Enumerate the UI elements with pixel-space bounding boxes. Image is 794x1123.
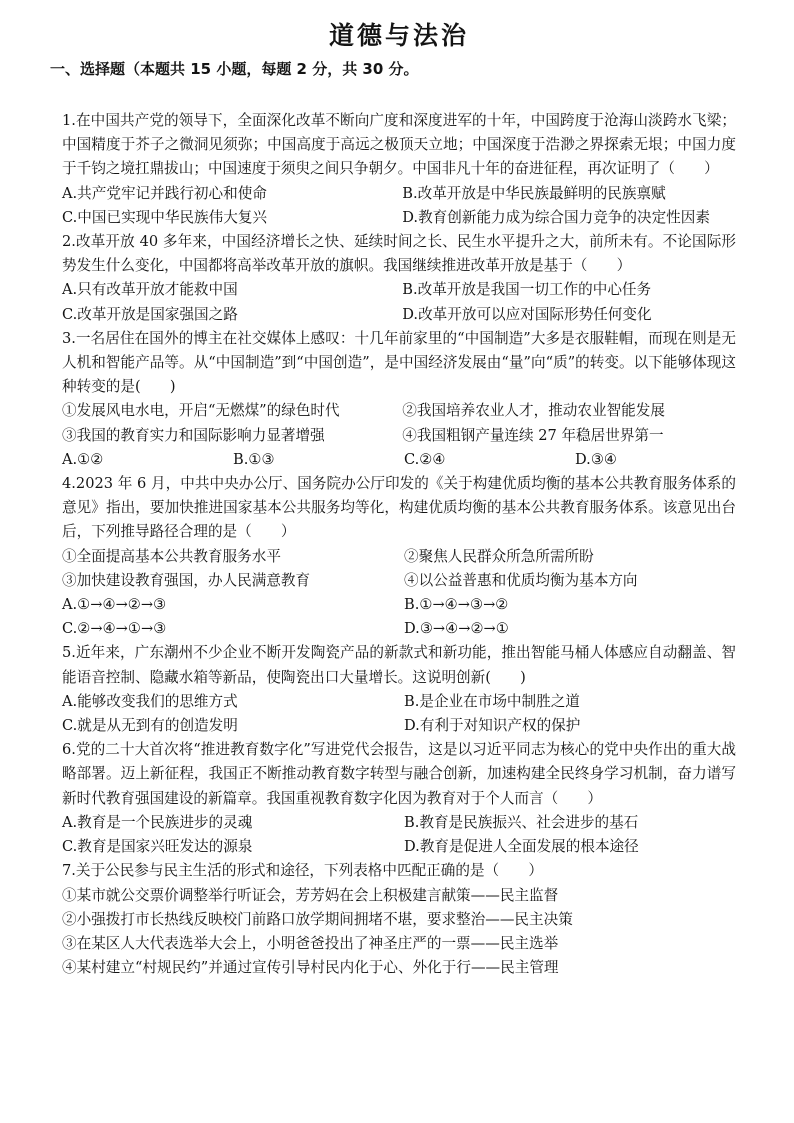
statement-item: ①全面提高基本公共教育服务水平 — [62, 547, 281, 565]
option-d[interactable]: D.教育创新能力成为综合国力竞争的决定性因素 — [402, 208, 710, 226]
option-a[interactable]: A.共产党牢记并践行初心和使命 — [62, 184, 267, 202]
question-6 — [62, 738, 736, 859]
statement-item: ④以公益普惠和优质均衡为基本方向 — [404, 571, 638, 589]
option-a[interactable]: A.教育是一个民族进步的灵魂 — [62, 813, 253, 831]
option-b[interactable]: B.教育是民族振兴、社会进步的基石 — [404, 813, 639, 831]
option-d[interactable]: D.教育是促进人全面发展的根本途径 — [404, 838, 639, 856]
option-d[interactable]: D.③→④→②→① — [404, 620, 509, 638]
statement-item: ③加快建设教育强国，办人民满意教育 — [62, 571, 311, 589]
option-d[interactable]: D.改革开放可以应对国际形势任何变化 — [402, 305, 652, 323]
page-title: 道德与法治 — [328, 21, 469, 50]
statement-item: ②聚焦人民群众所急所需所盼 — [404, 547, 594, 565]
option-d[interactable]: D.③④ — [575, 450, 617, 468]
question-5 — [62, 641, 736, 738]
option-a[interactable]: A.能够改变我们的思维方式 — [62, 692, 238, 710]
option-b[interactable]: B.①→④→③→② — [404, 596, 509, 614]
statement-item: ②我国培养农业人才，推动农业智能发展 — [402, 402, 665, 420]
question-2 — [62, 230, 736, 327]
options — [62, 811, 736, 859]
question-stem: 7.关于公民参与民主生活的形式和途径，下列表格中匹配正确的是（ ） — [62, 862, 543, 880]
options — [62, 593, 736, 641]
section-heading: 一、选择题（本题共 15 小题，每题 2 分，共 30 分。 — [50, 60, 419, 78]
options — [62, 182, 736, 230]
question-stem: 4.2023 年 6 月，中共中央办公厅、国务院办公厅印发的《关于构建优质均衡的基本公共教育服务体系的意见》指出，要加快推进国家基本公共服务均等化，构建优质均衡的基本公共教育服务体系。该意见出台后，下列推导路径合理的是（ ） — [62, 475, 736, 541]
question-stem: 3.一名居住在国外的博主在社交媒体上感叹：十几年前家里的“中国制造”大多是衣服鞋帽，而现在则是无人机和智能产品等。从“中国制造”到“中国创造”，是中国经济发展由“量”向“质”的转变。以下能够体现这种转变的是( ) — [62, 329, 736, 396]
option-c[interactable]: C.教育是国家兴旺发达的源泉 — [62, 838, 253, 856]
option-b[interactable]: B.①③ — [233, 450, 275, 468]
option-b[interactable]: B.改革开放是我国一切工作的中心任务 — [402, 281, 652, 299]
option-b[interactable]: B.是企业在市场中制胜之道 — [404, 692, 580, 710]
option-a[interactable]: A.只有改革开放才能救中国 — [62, 281, 238, 299]
statement-list — [62, 545, 736, 593]
option-c[interactable]: C.中国已实现中华民族伟大复兴 — [62, 208, 268, 226]
option-a[interactable]: A.①② — [62, 450, 104, 468]
option-b[interactable]: B.改革开放是中华民族最鲜明的民族禀赋 — [402, 184, 666, 202]
question-stem: 1.在中国共产党的领导下，全面深化改革不断向广度和深度进军的十年，中国跨度于沧海山淡跨水飞梁；中国精度于芥子之微洞见须弥；中国高度于高远之极顶天立地；中国深度于浩渺之界探索无垠；中国力度于千钧之境扛鼎拔山；中国速度于须臾之间只争朝夕。中国非凡十年的奋进征程，再次证明了（ ） — [62, 112, 736, 178]
statement-item: ②小强拨打市长热线反映校门前路口放学期间拥堵不堪，要求整治——民主决策 — [62, 910, 573, 928]
statement-item: ③在某区人大代表选举大会上，小明爸爸投出了神圣庄严的一票——民主选举 — [62, 934, 559, 952]
statement-item: ①某市就公交票价调整举行听证会，芳芳妈在会上积极建言献策——民主监督 — [62, 886, 559, 904]
question-stem: 5.近年来，广东潮州不少企业不断开发陶瓷产品的新款式和新功能，推出智能马桶人体感应自动翻盖、智能语音控制、隐藏水箱等新品，使陶瓷出口大量增长。这说明创新( ) — [62, 644, 736, 686]
question-7 — [62, 859, 736, 980]
statement-item: ④某村建立“村规民约”并通过宣传引导村民内化于心、外化于行——民主管理 — [62, 959, 559, 977]
question-stem: 2.改革开放 40 多年来，中国经济增长之快、延续时间之长、民生水平提升之大，前所未有。不论国际形势发生什么变化，中国都将高举改革开放的旗帜。我国继续推进改革开放是基于（ ） — [62, 233, 736, 275]
option-c[interactable]: C.②④ — [404, 450, 446, 468]
statement-item: ①发展风电水电，开启“无燃煤”的绿色时代 — [62, 402, 340, 420]
statement-list — [62, 884, 736, 981]
statement-item: ④我国粗钢产量连续 27 年稳居世界第一 — [402, 426, 664, 444]
statement-list — [62, 399, 736, 447]
option-c[interactable]: C.改革开放是国家强国之路 — [62, 305, 238, 323]
option-c[interactable]: C.②→④→①→③ — [62, 620, 167, 638]
question-4 — [62, 472, 736, 641]
options — [62, 448, 736, 472]
options — [62, 278, 736, 326]
question-1 — [62, 109, 736, 230]
option-d[interactable]: D.有利于对知识产权的保护 — [404, 717, 581, 735]
question-stem: 6.党的二十大首次将“推进教育数字化”写进党代会报告，这是以习近平同志为核心的党中央作出的重大战略部署。迈上新征程，我国正不断推动教育数字转型与融合创新，加速构建全民终身学习机制，奋力谱写新时代教育强国建设的新篇章。我国重视教育数字化因为教育对于个人而言（ ） — [62, 741, 736, 807]
question-3 — [62, 327, 736, 472]
options — [62, 690, 736, 738]
statement-item: ③我国的教育实力和国际影响力显著增强 — [62, 426, 325, 444]
option-a[interactable]: A.①→④→②→③ — [62, 596, 167, 614]
option-c[interactable]: C.就是从无到有的创造发明 — [62, 717, 238, 735]
